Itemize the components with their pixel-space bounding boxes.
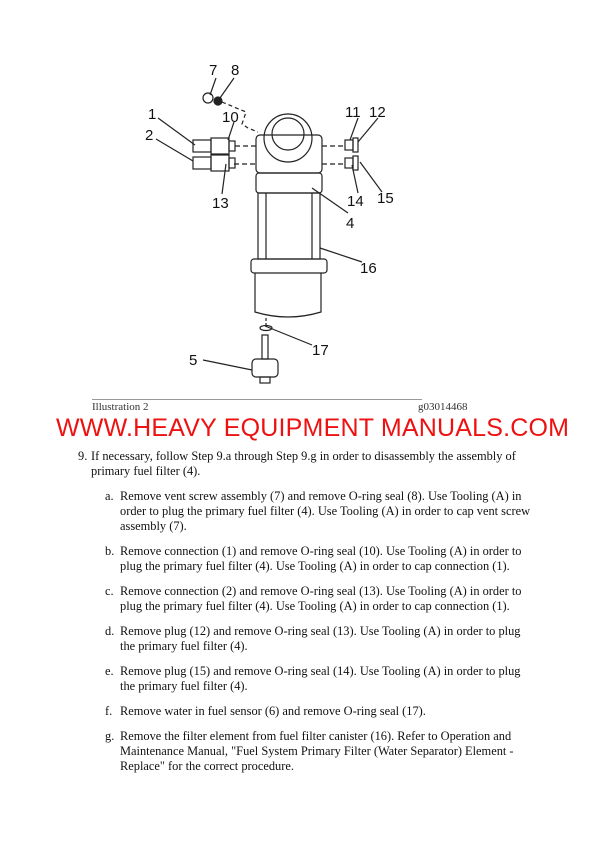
callout-10: 10 bbox=[222, 109, 239, 126]
substep-b bbox=[105, 544, 535, 574]
vent-screw bbox=[203, 93, 222, 105]
substep-letter: b. bbox=[105, 544, 115, 558]
substep-text: Remove plug (15) and remove O-ring seal (14). Use Tooling (A) in order to plug the primary fuel filter (4). bbox=[120, 664, 521, 693]
substep-g bbox=[105, 729, 535, 774]
substep-text: Remove connection (1) and remove O-ring seal (10). Use Tooling (A) in order to plug the primary fuel filter (4). Use Tooling (A) in order to cap connection (1). bbox=[120, 544, 522, 573]
callout-14: 14 bbox=[347, 193, 364, 210]
callout-12: 12 bbox=[369, 104, 386, 121]
step-9 bbox=[78, 449, 540, 479]
substep-c bbox=[105, 584, 535, 614]
callout-15: 15 bbox=[377, 190, 394, 207]
callout-labels bbox=[145, 62, 394, 369]
caption-divider bbox=[92, 399, 422, 400]
substep-text: Remove water in fuel sensor (6) and remove O-ring seal (17). bbox=[120, 704, 426, 718]
substep-letter: f. bbox=[105, 704, 113, 718]
illustration-caption: Illustration 2 bbox=[92, 401, 149, 413]
step-text: If necessary, follow Step 9.a through Step 9.g in order to disassembly the assembly of primary fuel filter (4). bbox=[91, 449, 516, 478]
substep-d bbox=[105, 624, 535, 654]
water-sensor bbox=[252, 326, 278, 384]
callout-5: 5 bbox=[189, 352, 198, 369]
substep-a bbox=[105, 489, 535, 534]
illustration-id: g03014468 bbox=[418, 401, 468, 413]
substep-letter: d. bbox=[105, 624, 115, 638]
substep-letter: a. bbox=[105, 489, 114, 503]
watermark: WWW.HEAVY EQUIPMENT MANUALS.COM bbox=[56, 414, 570, 442]
step-number: 9. bbox=[78, 449, 88, 463]
callout-13: 13 bbox=[212, 195, 229, 212]
callout-2: 2 bbox=[145, 127, 154, 144]
substep-letter: c. bbox=[105, 584, 114, 598]
callout-8: 8 bbox=[231, 62, 240, 79]
callout-16: 16 bbox=[360, 260, 377, 277]
substep-text: Remove the filter element from fuel filter canister (16). Refer to Operation and Maintenance Manual, "Fuel System Primary Filter (Water Separator) Element - Replace" for the correct procedure. bbox=[120, 729, 514, 773]
substep-text: Remove connection (2) and remove O-ring seal (13). Use Tooling (A) in order to plug the primary fuel filter (4). Use Tooling (A) in order to cap connection (1). bbox=[120, 584, 522, 613]
filter-body bbox=[251, 114, 327, 317]
substep-f bbox=[105, 704, 535, 719]
substep-letter: e. bbox=[105, 664, 114, 678]
substep-text: Remove plug (12) and remove O-ring seal (13). Use Tooling (A) in order to plug the primary fuel filter (4). bbox=[120, 624, 521, 653]
connections-left bbox=[193, 138, 235, 171]
callout-1: 1 bbox=[148, 106, 157, 123]
callout-11: 11 bbox=[345, 104, 361, 121]
callout-4: 4 bbox=[346, 215, 355, 232]
callout-17: 17 bbox=[312, 342, 329, 359]
fuel-filter-illustration bbox=[0, 0, 600, 398]
substep-letter: g. bbox=[105, 729, 115, 743]
procedure-text bbox=[78, 449, 540, 774]
substep-e bbox=[105, 664, 535, 694]
substep-text: Remove vent screw assembly (7) and remove O-ring seal (8). Use Tooling (A) in order to plug the primary fuel filter (4). Use Tooling (A) in order to cap vent screw assembly (7). bbox=[120, 489, 531, 533]
callout-7: 7 bbox=[209, 62, 218, 79]
